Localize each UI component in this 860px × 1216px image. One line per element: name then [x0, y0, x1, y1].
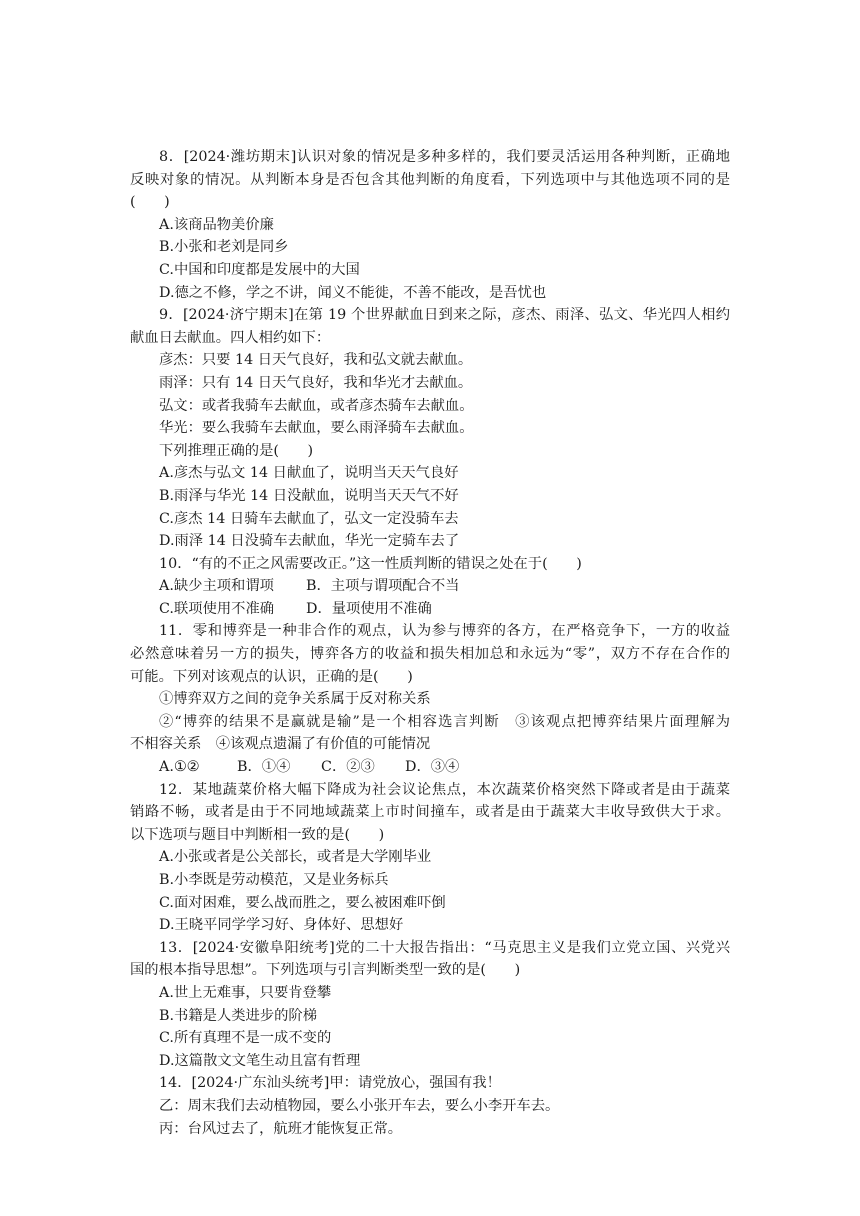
- q11-option-c: C．②③: [321, 759, 375, 776]
- q10-options-row-1: [130, 575, 730, 598]
- q9-statement-yuze: 雨泽：只有 14 日天气良好，我和华光才去献血。: [159, 374, 473, 391]
- q14-statement-yi: 乙：周末我们去动植物园，要么小张开车去，要么小李开车去。: [159, 1097, 560, 1114]
- q12-option-a: A.小张或者是公关部长，或者是大学刚毕业: [159, 849, 432, 866]
- q9-statement-hongwen: 弘文：或者我骑车去献血，或者彦杰骑车去献血。: [159, 397, 474, 414]
- q11-item-2-3: ②“博弈的结果不是赢就是输”是一个相容选言判断 ③该观点把博弈结果片面理解为: [159, 713, 730, 730]
- q9-statement-yanjie: 彦杰：只要 14 日天气良好，我和弘文就去献血。: [159, 352, 473, 369]
- q9-stem-line-1: 9．[2024·济宁期末]在第 19 个世界献血日到来之际，彦杰、雨泽、弘文、华光四人相约: [159, 307, 730, 324]
- q10-option-a: A.缺少主项和谓项: [159, 578, 274, 595]
- q10-stem: 10．“有的不正之风需要改正。”这一性质判断的错误之处在于( ): [159, 555, 582, 572]
- q9-option-a: A.彦杰与弘文 14 日献血了，说明当天天气良好: [159, 465, 459, 482]
- q12-option-c: C.面对困难，要么战而胜之，要么被困难吓倒: [159, 894, 446, 911]
- q14-statement-bing: 丙：台风过去了，航班才能恢复正常。: [159, 1120, 403, 1137]
- q8-option-a: A.该商品物美价廉: [159, 216, 274, 233]
- q8-stem-line-2: 反映对象的情况。从判断本身是否包含其他判断的角度看，下列选项中与其他选项不同的是: [130, 171, 730, 188]
- q13-stem-line-1: 13．[2024·安徽阜阳统考]党的二十大报告指出：“马克思主义是我们立党立国、兴党兴: [159, 939, 730, 956]
- q9-stem-line-2: 献血日去献血。四人相约如下：: [130, 329, 331, 346]
- q10-option-b: B．主项与谓项配合不当: [306, 578, 460, 595]
- q13-stem-line-2: 国的根本指导思想”。下列选项与引言判断类型一致的是( ): [130, 962, 521, 979]
- q11-option-a: A.①②: [159, 759, 200, 776]
- q8-option-d: D.德之不修，学之不讲，闻义不能徙，不善不能改，是吾忧也: [159, 284, 547, 301]
- q10-option-d: D．量项使用不准确: [306, 600, 432, 617]
- q11-options-row: [130, 756, 730, 779]
- q11-item-1: ①博弈双方之间的竞争关系属于反对称关系: [159, 691, 431, 708]
- q14-stem: 14．[2024·广东汕头统考]甲：请党放心，强国有我！: [159, 1075, 501, 1092]
- q12-stem-line-2: 销路不畅，或者是由于不同地域蔬菜上市时间撞车，或者是由于蔬菜大丰收导致供大于求。: [130, 804, 730, 821]
- q9-option-c: C.彦杰 14 日骑车去献血了，弘文一定没骑车去: [159, 510, 459, 527]
- q12-stem-line-1: 12．某地蔬菜价格大幅下降成为社会议论焦点，本次蔬菜价格突然下降或者是由于蔬菜: [159, 781, 730, 798]
- q13-option-a: A.世上无难事，只要肯登攀: [159, 984, 332, 1001]
- q12-stem-line-3: 以下选项与题目中判断相一致的是( ): [130, 826, 385, 843]
- q11-stem-line-1: 11．零和博弈是一种非合作的观点，认为参与博弈的各方，在严格竞争下，一方的收益: [159, 623, 730, 640]
- q13-option-d: D.这篇散文文笔生动且富有哲理: [159, 1052, 361, 1069]
- q13-option-b: B.书籍是人类进步的阶梯: [159, 1007, 318, 1024]
- q10-options-row-2: [130, 598, 730, 621]
- q11-stem-line-2: 必然意味着另一方的损失，博弈各方的收益和损失相加总和永远为“零”，双方不存在合作的: [130, 646, 730, 663]
- q8-option-c: C.中国和印度都是发展中的大国: [159, 261, 360, 278]
- q10-option-c: C.联项使用不准确: [159, 600, 275, 617]
- question-content: [130, 146, 730, 1140]
- q12-option-d: D.王晓平同学学习好、身体好、思想好: [159, 917, 404, 934]
- q8-stem-line-1: 8．[2024·潍坊期末]认识对象的情况是多种多样的，我们要灵活运用各种判断，正确地: [159, 149, 730, 165]
- q9-option-d: D.雨泽 14 日没骑车去献血，华光一定骑车去了: [159, 533, 460, 550]
- q8-answer-bracket: ( ): [130, 194, 170, 211]
- q11-option-d: D．③④: [405, 759, 460, 776]
- q9-option-b: B.雨泽与华光 14 日没献血，说明当天天气不好: [159, 487, 459, 504]
- q11-item-3-4: 不相容关系 ④该观点遗漏了有价值的可能情况: [130, 736, 431, 753]
- q9-statement-huaguang: 华光：要么我骑车去献血，要么雨泽骑车去献血。: [159, 420, 474, 437]
- q13-option-c: C.所有真理不是一成不变的: [159, 1030, 332, 1047]
- q11-stem-line-3: 可能。下列对该观点的认识，正确的是( ): [130, 668, 413, 685]
- q9-question: 下列推理正确的是( ): [159, 442, 314, 459]
- q11-option-b: B．①④: [237, 759, 291, 776]
- q12-option-b: B.小李既是劳动模范，又是业务标兵: [159, 872, 389, 888]
- q8-option-b: B.小张和老刘是同乡: [159, 239, 289, 256]
